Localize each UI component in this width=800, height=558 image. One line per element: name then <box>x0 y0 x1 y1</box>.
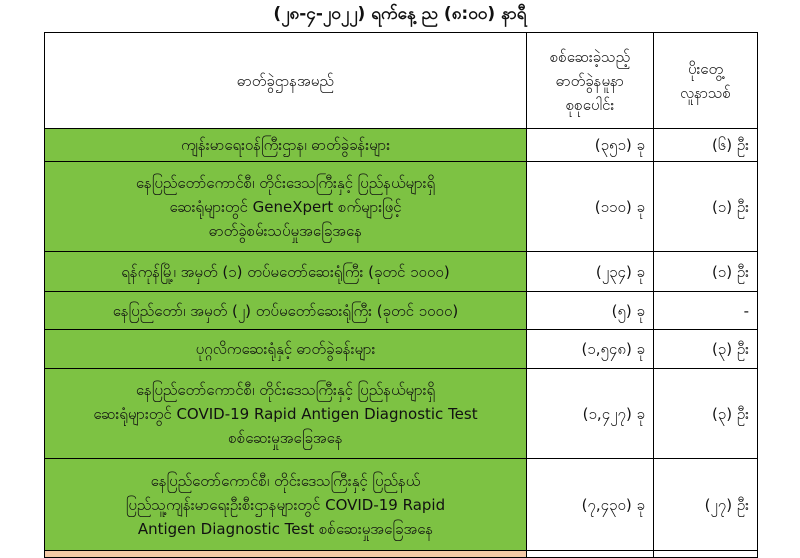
table-row <box>45 369 758 459</box>
tested-count-cell: (၁,၅၄၈) ခု <box>527 330 654 369</box>
tested-count-cell: (၁၁၀) ခု <box>527 162 654 252</box>
tested-count-cell <box>527 551 654 558</box>
new-cases-cell: (၃) ဦး <box>654 369 758 459</box>
table-row <box>45 129 758 162</box>
header-tested-line: စုစုပေါင်း <box>565 95 615 114</box>
lab-name-line: ဆေးရုံများတွင် COVID-19 Rapid Antigen Diagnostic Test <box>93 404 478 423</box>
new-cases-cell: (၆) ဦး <box>654 129 758 162</box>
table-row <box>45 292 758 330</box>
lab-name-line: နေပြည်တော်ကောင်စီ၊ တိုင်းဒေသကြီးနှင့် ပြည်နယ် <box>150 471 421 490</box>
lab-name-cell <box>45 459 527 551</box>
lab-name-line: ကျန်းမာရေးဝန်ကြီးဌာန၊ ဓာတ်ခွဲခန်းများ <box>180 136 391 154</box>
lab-name-cell <box>45 252 527 292</box>
lab-name-cell <box>45 369 527 459</box>
table-row <box>45 162 758 252</box>
lab-name-line: နေပြည်တော်ကောင်စီ၊ တိုင်းဒေသကြီးနှင့် ပြည်နယ်များရှိ <box>135 380 436 399</box>
header-found-line: ပိုးတွေ့ <box>687 59 724 78</box>
lab-name-cell <box>45 129 527 162</box>
new-cases-cell: - <box>654 292 758 330</box>
table-row <box>45 459 758 551</box>
header-tested-line: ဓာတ်ခွဲနမူနာ <box>556 71 624 90</box>
header-lab-name-text: ဓာတ်ခွဲဌာနအမည် <box>237 71 334 90</box>
new-cases-cell: (၁) ဦး <box>654 162 758 252</box>
lab-name-line: ဓာတ်ခွဲစမ်းသပ်မှုအခြေအနေ <box>209 221 362 240</box>
tested-count-cell: (၃၅၁) ခု <box>527 129 654 162</box>
lab-results-table <box>44 32 758 558</box>
header-tested-total <box>527 33 654 129</box>
tested-count-cell: (၂၃၄) ခု <box>527 252 654 292</box>
new-cases-cell: (၂၇) ဦး <box>654 459 758 551</box>
header-lab-name <box>45 33 527 129</box>
lab-name-line: ရန်ကုန်မြို့၊ အမှတ် (၁) တပ်မတော်ဆေးရုံကြီး (ခုတင် ၁၀၀၀) <box>121 262 450 281</box>
tested-count-cell: (၁,၄၂၇) ခု <box>527 369 654 459</box>
new-cases-cell: (၃) ဦး <box>654 330 758 369</box>
lab-name-line: ပြည်သူ့ကျန်းမာရေးဦးစီးဌာနများတွင် COVID-19 Rapid <box>125 495 446 514</box>
lab-name-line: Antigen Diagnostic Test စစ်ဆေးမှုအခြေအနေ <box>137 519 434 538</box>
lab-name-line: ပုဂ္ဂလိကဆေးရုံနှင့် ဓာတ်ခွဲခန်းများ <box>195 340 376 358</box>
header-row <box>45 33 758 129</box>
header-tested-line: စစ်ဆေးခဲ့သည့် <box>549 47 631 66</box>
tested-count-cell: (၇,၄၃၀) ခု <box>527 459 654 551</box>
tested-count-cell: (၅) ခု <box>527 292 654 330</box>
table-row <box>45 330 758 369</box>
header-new-cases <box>654 33 758 129</box>
table-row <box>45 252 758 292</box>
header-found-line: လူနာသစ် <box>680 83 731 102</box>
lab-name-cell <box>45 330 527 369</box>
report-title: (၂၈-၄-၂၀၂၂) ရက်နေ့ ည (၈:၀၀) နာရီ <box>273 4 527 24</box>
new-cases-cell <box>654 551 758 558</box>
table-row-partial <box>45 551 758 558</box>
new-cases-cell: (၁) ဦး <box>654 252 758 292</box>
lab-name-line: နေပြည်တော်ကောင်စီ၊ တိုင်းဒေသကြီးနှင့် ပြည်နယ်များရှိ <box>135 173 436 192</box>
lab-name-line: ဆေးရုံများတွင် GeneXpert စက်များဖြင့် <box>169 197 402 216</box>
lab-name-cell <box>45 551 527 558</box>
lab-name-cell <box>45 292 527 330</box>
lab-name-line: စစ်ဆေးမှုအခြေအနေ <box>228 428 343 447</box>
lab-name-cell <box>45 162 527 252</box>
lab-name-line: နေပြည်တော်၊ အမှတ် (၂) တပ်မတော်ဆေးရုံကြီး (ခုတင် ၁၀၀၀) <box>112 301 459 320</box>
